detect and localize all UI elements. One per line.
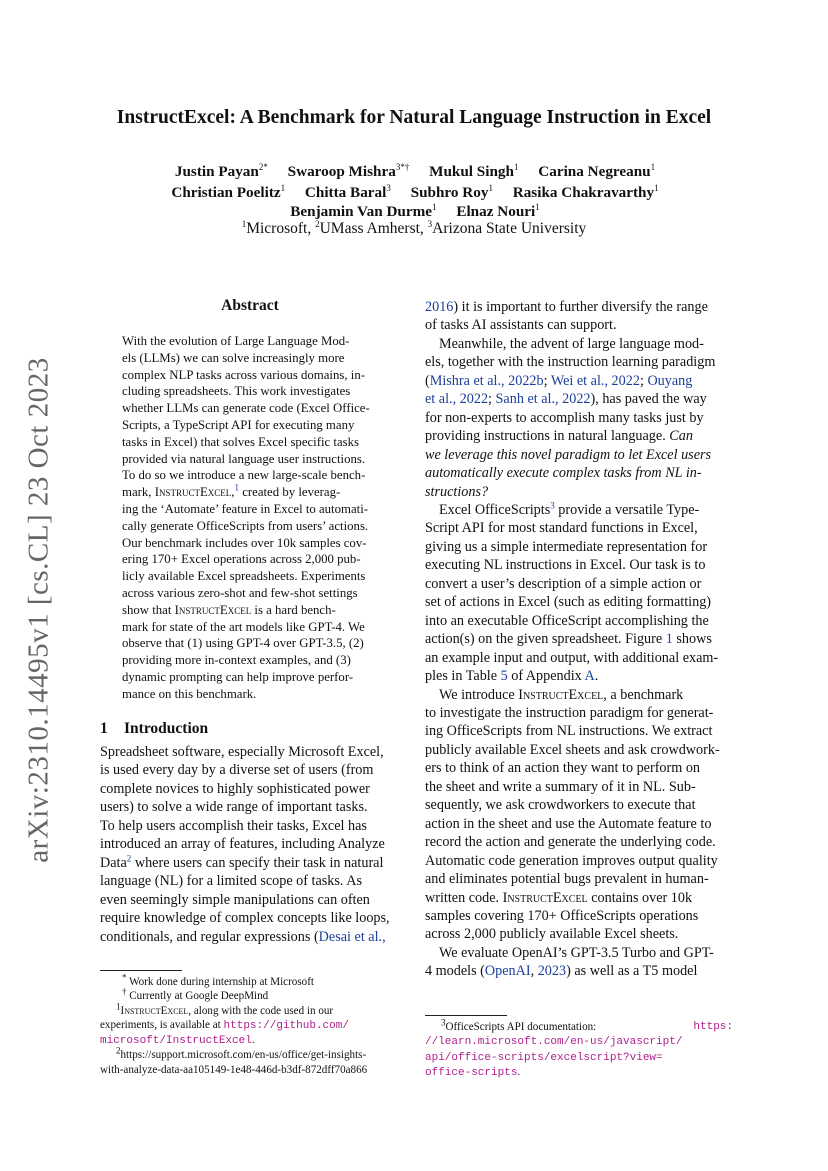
- footnote: $^3$OfficeScripts API documentation: https:: [441, 1017, 733, 1033]
- arxiv-identifier: arXiv:2310.14495v1 [cs.CL] 23 Oct 2023: [22, 357, 55, 863]
- footnote: $^2$https://support.microsoft.com/en-us/office/get-insights-: [116, 1045, 367, 1062]
- footnote: office-scripts.: [425, 1065, 521, 1079]
- text-line: require knowledge of complex concepts like loops,: [100, 910, 390, 927]
- author: Christian Poelitz$^1$: [171, 182, 286, 201]
- text-line: an example input and output, with additional exam-: [425, 649, 719, 666]
- abstract-line: observe that (1) using GPT-4 over GPT-3.5, (2): [122, 636, 364, 651]
- text-line: written code. InstructExcel contains over 10k: [425, 889, 693, 906]
- text-line: We evaluate OpenAI’s GPT-3.5 Turbo and GPT-: [439, 944, 714, 961]
- text-line: into an executable OfficeScript accomplishing the: [425, 612, 709, 629]
- text-line: language (NL) for a limited scope of tasks. As: [100, 873, 363, 890]
- text-line: structions?: [425, 483, 489, 500]
- introduction-body: [100, 743, 406, 946]
- abstract-line: show that InstructExcel is a hard bench-: [122, 602, 336, 617]
- text-line: ers to think of an action they want to perform on: [425, 760, 701, 777]
- text-line: set of actions in Excel (such as editing formatting): [425, 594, 712, 611]
- citation-link[interactable]: 2023: [537, 963, 567, 980]
- author: Chitta Baral$^3$: [304, 182, 391, 201]
- author: Carina Negreanu$^1$: [538, 161, 656, 180]
- text-line: samples covering 170+ OfficeScripts operations: [425, 907, 699, 924]
- footnotes-left: [100, 972, 406, 1077]
- text-line: to investigate the instruction paradigm for generat-: [425, 704, 714, 721]
- text-line: convert a user’s description of a simple action or: [425, 575, 702, 592]
- text-line: complete novices to highly sophisticated power: [100, 780, 370, 797]
- footnote: experiments, is available at https://github.com/: [100, 1018, 349, 1032]
- footnote-divider: [425, 1015, 507, 1016]
- footnote-right: [425, 1017, 733, 1080]
- footnote: $^1$InstructExcel, along with the code used in our: [116, 1000, 334, 1017]
- figure-link[interactable]: 1: [665, 631, 673, 648]
- text-line: ing OfficeScripts from NL instructions. We extract: [425, 723, 713, 740]
- text-line: Meanwhile, the advent of large language mod-: [439, 335, 704, 352]
- text-line: ples in Table 5 of Appendix A.: [425, 668, 599, 685]
- right-column-body: [425, 298, 732, 981]
- abstract-line: tasks in Excel) that solves Excel specific tasks: [122, 434, 360, 449]
- text-line: Script API for most standard functions in Excel,: [425, 520, 698, 537]
- abstract-line: mance on this benchmark.: [122, 686, 257, 701]
- footnote: microsoft/InstructExcel.: [100, 1034, 255, 1048]
- text-line: action in the sheet and use the Automate feature to: [425, 815, 712, 832]
- docs-url[interactable]: office-scripts: [425, 1066, 518, 1079]
- author: Benjamin Van Durme$^1$: [290, 201, 437, 220]
- citation-link[interactable]: Mishra et al., 2022b: [429, 372, 544, 389]
- citation-link[interactable]: Sanh et al., 2022: [495, 391, 591, 408]
- text-line: across 2,000 publicly available Excel sheets.: [425, 926, 679, 943]
- text-line: Automatic code generation improves output quality: [425, 852, 718, 869]
- footnote: † Currently at Google DeepMind: [122, 986, 269, 1003]
- appendix-link[interactable]: A: [584, 668, 595, 685]
- docs-url[interactable]: https:: [693, 1021, 733, 1033]
- text-line: we leverage this novel paradigm to let Excel users: [425, 446, 712, 463]
- author: Elnaz Nouri$^1$: [456, 201, 540, 220]
- github-url[interactable]: microsoft/InstructExcel: [100, 1035, 252, 1048]
- abstract-line: els (LLMs) we can solve increasingly more: [122, 350, 345, 365]
- citation-link[interactable]: 2016: [425, 299, 454, 315]
- author: Swaroop Mishra$^{3*\dagger}$: [287, 161, 410, 180]
- abstract-line: complex NLP tasks across various domains, in-: [122, 367, 365, 382]
- text-line: Data$^2$ where users can specify their task in natural: [100, 852, 384, 871]
- abstract-line: licly available Excel spreadsheets. Experiments: [122, 569, 366, 584]
- github-url[interactable]: https://github.com/: [223, 1019, 349, 1032]
- text-line: Spreadsheet software, especially Microsoft Excel,: [100, 744, 384, 760]
- affiliations: $^1$Microsoft, $^2$UMass Amherst, $^3$Arizona State University: [241, 218, 587, 237]
- text-line: conditionals, and regular expressions (Desai et al.,: [100, 928, 386, 945]
- abstract-line: With the evolution of Large Language Mod-: [122, 334, 350, 348]
- text-line: is used every day by a diverse set of users (from: [100, 762, 374, 779]
- abstract-line: cluding spreadsheets. This work investigates: [122, 384, 351, 399]
- text-line: 2016) it is important to further diversify the range: [425, 299, 708, 315]
- footnote: with-analyze-data-aa105149-1e48-446d-b3df-872dff70a866: [100, 1063, 368, 1076]
- footnote: [425, 1034, 733, 1049]
- abstract-line: mark, InstructExcel,$^1$ created by leverag-: [122, 482, 341, 500]
- text-line: giving us a simple intermediate representation for: [425, 538, 708, 555]
- citation-link[interactable]: et al., 2022: [425, 391, 489, 408]
- author-row-1: [90, 161, 740, 182]
- abstract-line: mark for state of the art models like GPT-4. We: [122, 619, 365, 634]
- text-line: record the action and generate the underlying code.: [425, 834, 716, 851]
- text-line: of tasks AI assistants can support.: [425, 317, 617, 334]
- text-line: even seemingly simple manipulations can often: [100, 891, 370, 908]
- text-line: and eliminates potential bugs prevalent in human-: [425, 871, 709, 888]
- abstract-line: dynamic prompting can help improve perfor-: [122, 669, 354, 684]
- text-line: executing NL instructions in Excel. Our task is to: [425, 557, 706, 574]
- abstract-line: cally generate OfficeScripts from users’ actions.: [122, 518, 369, 533]
- text-line: 4 models (OpenAI, 2023) as well as a T5 model: [425, 963, 698, 980]
- abstract-line: whether LLMs can generate code (Excel Office-: [122, 401, 370, 416]
- text-line: publicly available Excel sheets and ask crowdwork-: [425, 741, 720, 758]
- citation-link[interactable]: Wei et al., 2022: [550, 372, 640, 389]
- text-line: els, together with the instruction learning paradigm: [425, 354, 716, 371]
- abstract-line: ing the ‘Automate’ feature in Excel to automati-: [122, 501, 369, 516]
- text-line: automatically execute complex tasks from NL in-: [425, 465, 702, 482]
- abstract-line: Scripts, a TypeScript API for executing many: [122, 417, 355, 432]
- text-line: action(s) on the given spreadsheet. Figure 1 shows: [425, 631, 712, 648]
- table-link[interactable]: 5: [500, 668, 508, 685]
- abstract-line: across various zero-shot and few-shot settings: [122, 585, 358, 600]
- text-line: introduced an array of features, including Analyze: [100, 836, 385, 853]
- author: Mukul Singh$^1$: [429, 161, 519, 180]
- text-line: sequently, we ask crowdworkers to execute that: [425, 797, 696, 814]
- text-line: Excel OfficeScripts$^3$ provide a versatile Type-: [439, 500, 700, 518]
- abstract-line: ering 170+ Excel operations across 2,000 pub-: [122, 552, 361, 567]
- author: Justin Payan$^{2*}$: [174, 161, 268, 180]
- author: Rasika Chakravarthy$^1$: [512, 182, 659, 201]
- text-line: et al., 2022; Sanh et al., 2022), has paved the way: [425, 391, 707, 408]
- arxiv-sidebar: [16, 357, 62, 863]
- abstract-body: [122, 333, 380, 703]
- citation-link[interactable]: Ouyang: [647, 372, 693, 389]
- docs-url[interactable]: //learn.microsoft.com/en-us/javascript/: [425, 1036, 683, 1049]
- footnote: [425, 1050, 733, 1065]
- text-line: the sheet and write a summary of it in NL. Sub-: [425, 778, 696, 795]
- text-line: (Mishra et al., 2022b; Wei et al., 2022; Ouyang: [425, 372, 693, 389]
- paper-title: InstructExcel: A Benchmark for Natural Language Instruction in Excel: [116, 107, 712, 128]
- text-line: providing instructions in natural language. Can: [425, 428, 693, 445]
- section-heading-introduction: 1 Introduction: [100, 720, 209, 737]
- author-row-2: [90, 182, 740, 203]
- text-line: for non-experts to accomplish many tasks just by: [425, 409, 704, 426]
- citation-link[interactable]: OpenAI: [484, 963, 531, 980]
- citation-link[interactable]: Desai et al.,: [318, 928, 386, 945]
- abstract-line: To do so we introduce a new large-scale bench-: [122, 468, 366, 483]
- abstract-line: provided via natural language user instructions.: [122, 451, 366, 466]
- abstract-heading: Abstract: [221, 297, 279, 314]
- footnote-divider: [100, 970, 182, 971]
- footnote: * Work done during internship at Microsoft: [122, 972, 314, 988]
- text-line: We introduce InstructExcel, a benchmark: [439, 686, 684, 703]
- author: Subhro Roy$^1$: [410, 182, 493, 201]
- text-line: users) to solve a wide range of important tasks.: [100, 799, 368, 816]
- abstract-line: Our benchmark includes over 10k samples cov-: [122, 535, 367, 550]
- abstract-line: providing more in-context examples, and (3): [122, 653, 351, 668]
- docs-url[interactable]: api/office-scripts/excelscript?view=: [425, 1051, 663, 1064]
- text-line: To help users accomplish their tasks, Excel has: [100, 817, 367, 834]
- author-row-3: [90, 201, 740, 222]
